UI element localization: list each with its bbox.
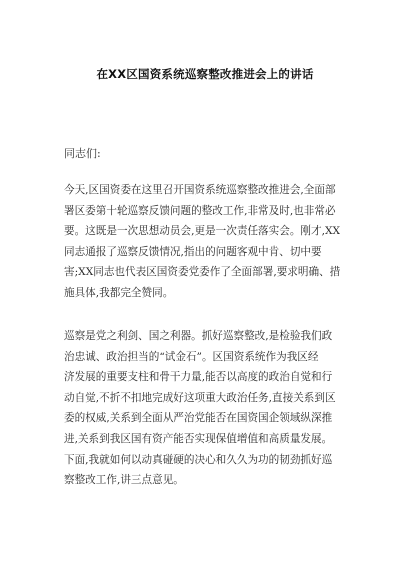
salutation: 同志们: <box>64 147 101 160</box>
paragraph-line: 进,关系到我区国有资产能否实现保值增值和高质量发展。 <box>64 432 333 445</box>
paragraph-line: 济发展的重要支柱和骨干力量,能否以高度的政治自觉和行 <box>64 371 333 384</box>
paragraph-line: 察整改工作,讲三点意见。 <box>64 474 184 487</box>
paragraph-line: 下面,我就如何以动真碰硬的决心和久久为功的韧劲抓好巡 <box>64 453 333 466</box>
paragraph-line: 署区委第十轮巡察反馈问题的整改工作,非常及时,也非常必 <box>64 204 336 217</box>
paragraph-line: 治忠诚、政治担当的“试金石”。区国资系统作为我区经 <box>64 350 319 363</box>
paragraph-line: 巡察是党之利剑、国之利器。抓好巡察整改,是检验我们政 <box>64 330 333 342</box>
paragraph-line: 施具体,我都完全赞同。 <box>64 286 174 299</box>
paragraph-line: 害;XX同志也代表区国资委党委作了全面部署,要求明确、措 <box>64 266 341 279</box>
document-title: 在XX区国资系统巡察整改推进会上的讲话 <box>96 67 314 81</box>
paragraph-line: 今天,区国资委在这里召开国资系统巡察整改推进会,全面部 <box>64 184 336 196</box>
paragraph-2 <box>64 326 346 491</box>
paragraph-line: 委的权威,关系到全面从严治党能否在国资国企领域纵深推 <box>64 412 333 425</box>
paragraph-line: 要。这既是一次思想动员会,更是一次责任落实会。刚才,XX <box>64 225 341 238</box>
paragraph-line: 同志通报了巡察反馈情况,指出的问题客观中肯、切中要 <box>64 245 322 258</box>
paragraph-1 <box>64 180 346 304</box>
paragraph-line: 动自觉,不折不扣地完成好这项重大政治任务,直接关系到区 <box>64 391 336 404</box>
